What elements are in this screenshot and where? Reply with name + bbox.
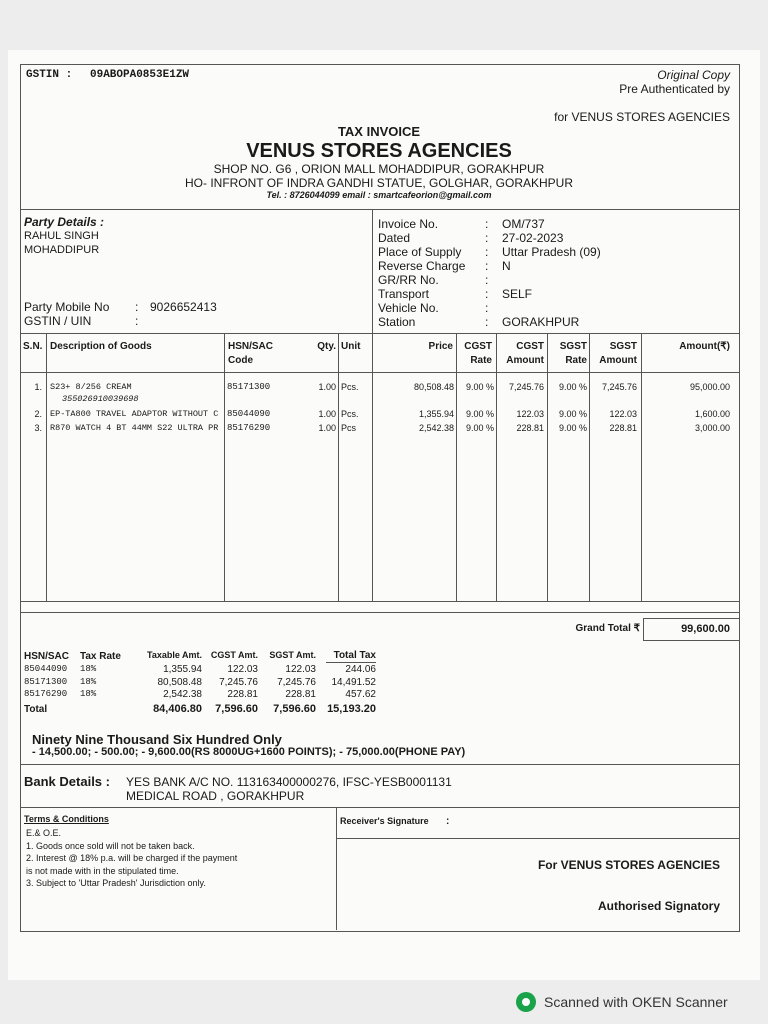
item-cgst-amt: 228.81	[516, 423, 544, 433]
tax-col-total: Total Tax	[333, 650, 376, 661]
receiver-signature-label: Receiver's Signature	[340, 816, 429, 826]
divider	[20, 807, 740, 808]
payment-note: - 14,500.00; - 500.00; - 9,600.00(RS 8000UG+1600 POINTS); - 75,000.00(PHONE PAY)	[32, 746, 466, 758]
item-price: 2,542.38	[418, 423, 454, 433]
item-cgst-rate: 9.00 %	[465, 423, 494, 433]
original-copy: Original Copy	[657, 68, 730, 82]
meta-label: Reverse Charge	[378, 259, 466, 273]
divider	[643, 618, 740, 619]
tax-row-taxable: 1,355.94	[163, 664, 202, 675]
item-qty: 1.00	[318, 409, 336, 419]
bank-line-2: MEDICAL ROAD , GORAKHPUR	[126, 789, 305, 803]
meta-value: 27-02-2023	[502, 231, 564, 245]
item-price: 80,508.48	[413, 382, 454, 392]
item-sgst-amt: 7,245.76	[601, 382, 637, 392]
col-line	[589, 333, 590, 601]
item-desc: S23+ 8/256 CREAM	[50, 382, 132, 392]
tax-row-taxable: 80,508.48	[157, 676, 202, 688]
party-place: MOHADDIPUR	[24, 244, 100, 256]
item-hsn: 85044090	[227, 409, 271, 419]
item-sgst-amt: 122.03	[609, 409, 637, 419]
meta-label: Station	[378, 315, 416, 329]
meta-label: Invoice No.	[378, 217, 439, 231]
tax-row-sgst: 228.81	[285, 689, 316, 700]
col-line	[46, 333, 47, 601]
item-unit: Pcs.	[341, 409, 359, 419]
item-sgst-rate: 9.00 %	[558, 382, 587, 392]
terms-line: 3. Subject to 'Uttar Pradesh' Jurisdiction only.	[26, 878, 206, 888]
tax-row-sgst: 7,245.76	[277, 676, 316, 688]
divider	[372, 209, 373, 333]
tax-row-cgst: 122.03	[227, 664, 258, 675]
divider	[20, 372, 740, 373]
col-cgst-amt-2: Amount	[506, 355, 544, 366]
tax-row-total: 244.06	[345, 664, 376, 675]
bank-line-1: YES BANK A/C NO. 113163400000276, IFSC-YESB0001131	[126, 775, 452, 789]
party-name: RAHUL SINGH	[24, 230, 99, 242]
terms-line: is not made with in the stipulated time.	[26, 865, 179, 876]
col-line	[456, 333, 457, 601]
col-unit: Unit	[341, 341, 361, 352]
item-sgst-rate: 9.00 %	[558, 423, 587, 433]
tax-col-cgst: CGST Amt.	[210, 650, 258, 660]
meta-colon: :	[485, 315, 489, 329]
divider	[20, 601, 740, 602]
company-name: VENUS STORES AGENCIES	[246, 140, 512, 162]
col-sgst-rate: SGST	[559, 341, 587, 352]
meta-colon: :	[485, 301, 489, 315]
pre-authenticated: Pre Authenticated by	[619, 82, 730, 96]
divider	[336, 838, 740, 839]
meta-label: Dated	[378, 231, 411, 245]
meta-colon: :	[485, 273, 489, 287]
item-amount: 1,600.00	[694, 409, 730, 419]
tax-col-hsn: HSN/SAC	[24, 651, 70, 662]
col-line	[547, 333, 548, 601]
party-mobile-label: Party Mobile No	[24, 300, 110, 314]
tax-row-hsn: 85044090	[24, 664, 68, 674]
tax-total-cgst: 7,596.60	[215, 703, 258, 715]
scanner-logo-icon	[516, 992, 536, 1012]
col-sgst-amt: SGST	[609, 341, 637, 352]
item-cgst-rate: 9.00 %	[465, 409, 494, 419]
col-desc: Description of Goods	[50, 341, 152, 352]
grand-total-label: Grand Total ₹	[575, 623, 640, 634]
item-amount: 3,000.00	[694, 423, 730, 433]
tax-row-rate: 18%	[80, 676, 97, 687]
item-hsn: 85176290	[227, 423, 271, 433]
item-sn: 1.	[34, 382, 42, 392]
meta-label: Vehicle No.	[378, 301, 439, 315]
party-gstin-colon: :	[135, 314, 139, 328]
meta-label: GR/RR No.	[378, 273, 439, 287]
item-cgst-amt: 122.03	[516, 409, 544, 419]
company-contact: Tel. : 8726044099 email : smartcafeorion@gmail.com	[266, 190, 492, 200]
item-unit: Pcs	[341, 423, 357, 433]
tax-total-taxable: 84,406.80	[153, 703, 202, 715]
meta-colon: :	[485, 245, 489, 259]
col-line	[372, 333, 373, 601]
for-company-signatory: For VENUS STORES AGENCIES	[537, 858, 720, 872]
item-amount: 95,000.00	[689, 382, 730, 392]
meta-value: GORAKHPUR	[502, 315, 580, 329]
tax-row-hsn: 85176290	[24, 689, 68, 699]
tax-row-cgst: 7,245.76	[219, 676, 258, 688]
col-amount: Amount(₹)	[679, 341, 730, 352]
divider	[336, 807, 337, 930]
item-desc: EP-TA800 TRAVEL ADAPTOR WITHOUT C	[50, 409, 219, 419]
tax-col-sgst: SGST Amt.	[269, 650, 316, 660]
tax-row-rate: 18%	[80, 689, 97, 699]
divider	[643, 640, 740, 641]
col-qty: Qty.	[317, 341, 336, 352]
terms-heading: Terms & Conditions	[24, 814, 109, 824]
meta-label: Place of Supply	[378, 245, 462, 259]
tax-col-taxable: Taxable Amt.	[146, 650, 202, 660]
item-serial: 355026910039698	[62, 394, 139, 404]
item-cgst-amt: 7,245.76	[508, 382, 544, 392]
party-mobile: 9026652413	[150, 300, 217, 314]
tax-total-sgst: 7,596.60	[273, 703, 316, 715]
item-sn: 3.	[34, 423, 42, 433]
grand-total-value: 99,600.00	[681, 623, 730, 635]
col-hsn: HSN/SAC	[228, 341, 274, 352]
meta-colon: :	[485, 287, 489, 301]
meta-colon: :	[485, 231, 489, 245]
col-cgst-rate-2: Rate	[470, 355, 492, 366]
col-price: Price	[428, 341, 453, 352]
meta-value: N	[502, 259, 511, 273]
item-hsn: 85171300	[227, 382, 271, 392]
bank-label: Bank Details :	[24, 774, 110, 789]
divider	[20, 333, 740, 334]
col-line	[224, 333, 225, 601]
meta-value: OM/737	[502, 217, 545, 231]
underline	[326, 662, 376, 663]
col-line	[641, 333, 642, 601]
col-hsn-code: Code	[228, 355, 253, 366]
amount-in-words: Ninety Nine Thousand Six Hundred Only	[32, 732, 282, 747]
tax-total-total: 15,193.20	[327, 703, 376, 715]
party-heading: Party Details :	[24, 215, 105, 229]
meta-label: Transport	[378, 287, 429, 301]
meta-colon: :	[485, 217, 489, 231]
item-cgst-rate: 9.00 %	[465, 382, 494, 392]
col-cgst-rate: CGST	[464, 341, 492, 352]
tax-row-taxable: 2,542.38	[163, 689, 202, 700]
gstin-label: GSTIN :	[26, 69, 73, 81]
item-qty: 1.00	[318, 382, 336, 392]
col-cgst-amt: CGST	[516, 341, 544, 352]
receiver-signature-colon: :	[446, 816, 450, 827]
divider	[20, 764, 740, 765]
item-qty: 1.00	[318, 423, 336, 433]
item-sgst-rate: 9.00 %	[558, 409, 587, 419]
terms-line: E.& O.E.	[26, 828, 62, 838]
party-gstin-label: GSTIN / UIN	[24, 314, 92, 328]
company-address-1: SHOP NO. G6 , ORION MALL MOHADDIPUR, GORAKHPUR	[213, 162, 545, 176]
company-address-2: HO- INFRONT OF INDRA GANDHI STATUE, GOLGHAR, GORAKHPUR	[184, 176, 574, 190]
item-sgst-amt: 228.81	[609, 423, 637, 433]
doc-title: TAX INVOICE	[337, 124, 421, 139]
item-sn: 2.	[34, 409, 42, 419]
item-price: 1,355.94	[418, 409, 454, 419]
for-company-top: for VENUS STORES AGENCIES	[554, 110, 730, 124]
col-line	[338, 333, 339, 601]
scanner-text: Scanned with OKEN Scanner	[544, 994, 728, 1010]
tax-row-hsn: 85171300	[24, 676, 68, 687]
gstin-value: 09ABOPA0853E1ZW	[90, 69, 190, 81]
col-sgst-amt-2: Amount	[599, 355, 637, 366]
authorised-signatory: Authorised Signatory	[597, 899, 720, 913]
scanner-watermark	[516, 992, 728, 1012]
divider	[20, 209, 740, 210]
meta-value: Uttar Pradesh (09)	[502, 245, 601, 259]
tax-row-rate: 18%	[80, 664, 97, 674]
tax-col-rate: Tax Rate	[80, 651, 121, 662]
col-sgst-rate-2: Rate	[565, 355, 587, 366]
col-line	[496, 333, 497, 601]
tax-total-label: Total	[24, 704, 48, 715]
meta-colon: :	[485, 259, 489, 273]
item-unit: Pcs.	[341, 382, 359, 392]
tax-row-total: 457.62	[345, 689, 376, 700]
tax-row-cgst: 228.81	[227, 689, 258, 700]
meta-value: SELF	[502, 287, 533, 301]
terms-line: 1. Goods once sold will not be taken back.	[26, 840, 195, 851]
divider	[20, 612, 740, 613]
item-desc: R870 WATCH 4 BT 44MM S22 ULTRA PR	[50, 423, 219, 433]
terms-line: 2. Interest @ 18% p.a. will be charged if the payment	[26, 853, 238, 863]
tax-row-sgst: 122.03	[285, 664, 316, 675]
party-mobile-colon: :	[135, 300, 139, 314]
col-sn: S.N.	[23, 341, 43, 352]
divider	[643, 618, 644, 640]
tax-row-total: 14,491.52	[331, 676, 376, 688]
